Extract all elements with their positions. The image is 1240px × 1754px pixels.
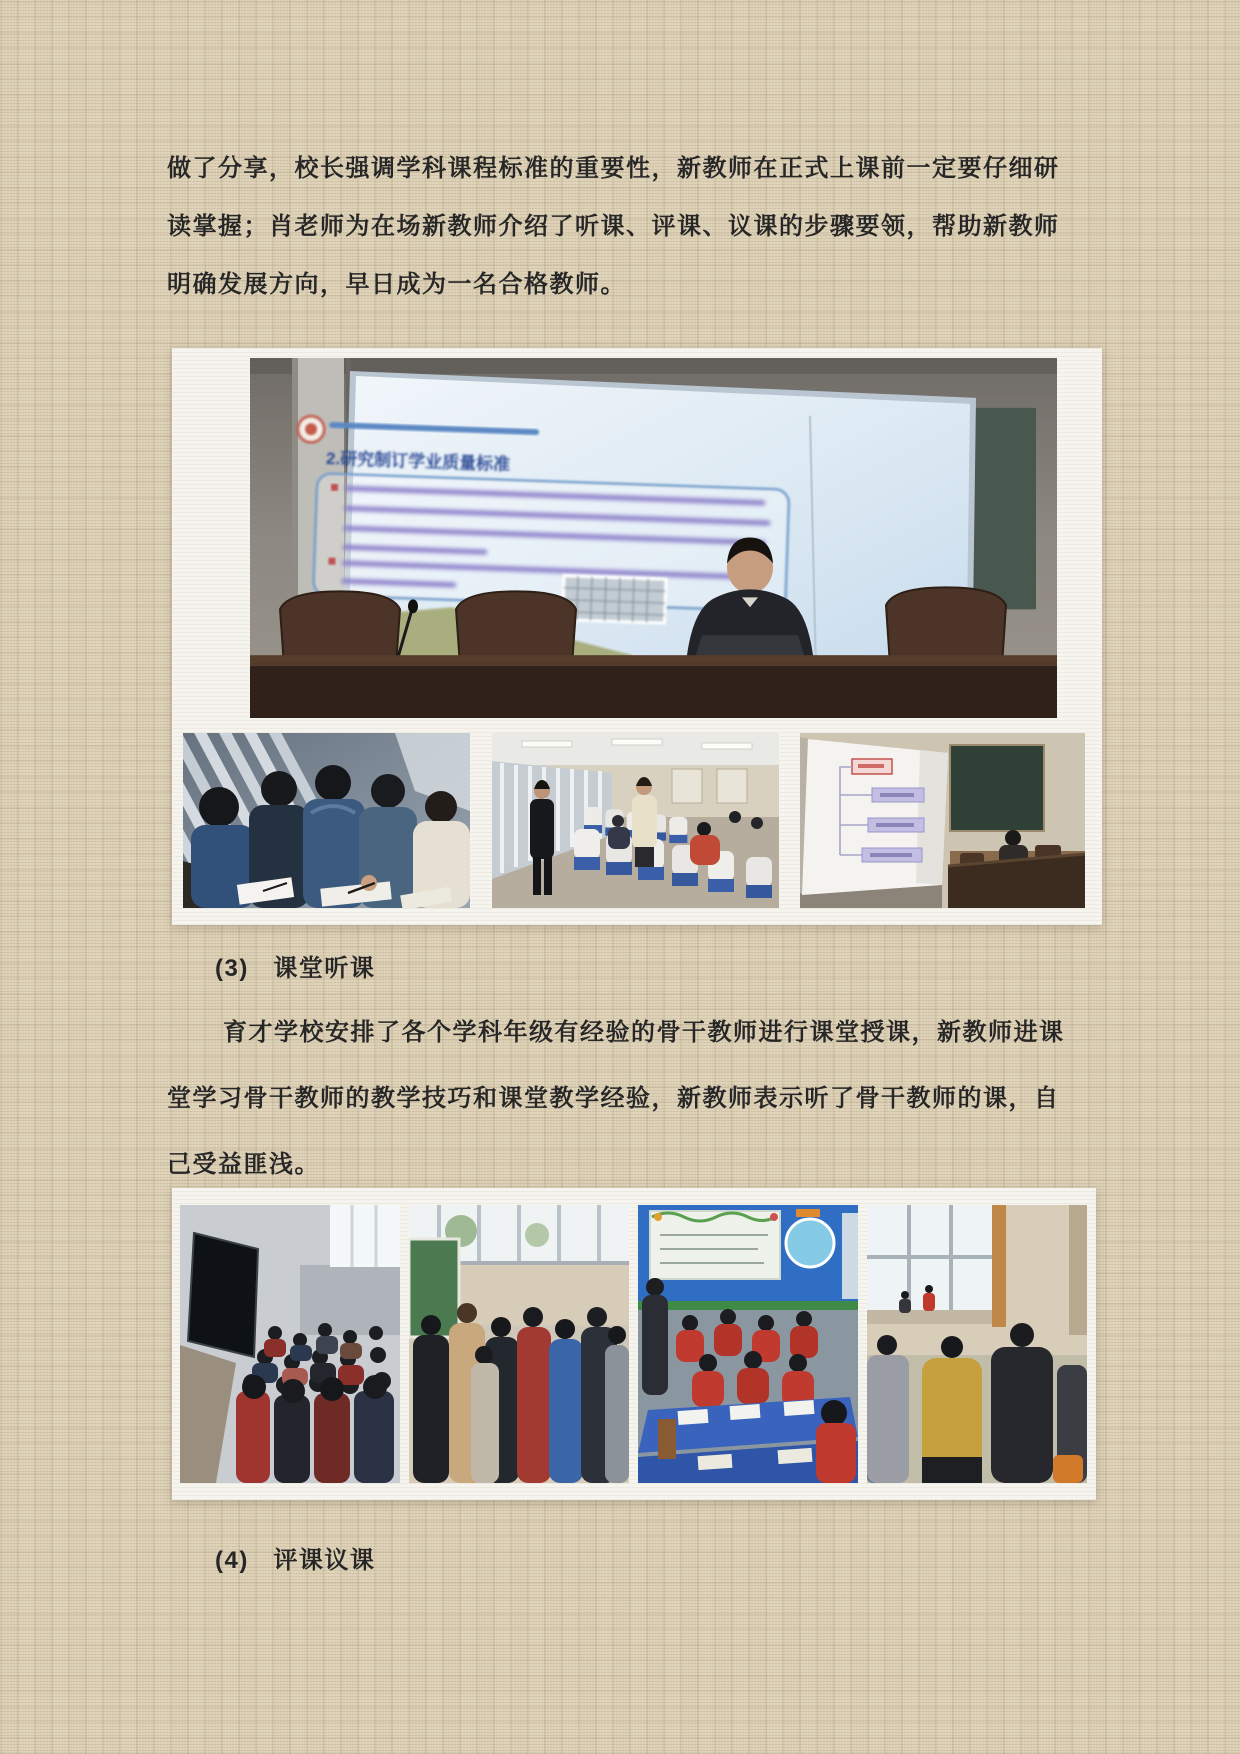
photo-discussion-art xyxy=(492,733,779,908)
orange-bag xyxy=(1053,1455,1083,1483)
photo-teachers-taking-notes xyxy=(183,733,470,908)
paragraph-1 xyxy=(167,148,1060,322)
photo-students-red-uniforms xyxy=(638,1205,858,1483)
paragraph-1-line-1: 做了分享，校长强调学科课程标准的重要性，新教师在正式上课前一定要仔细研 xyxy=(167,155,1060,182)
paragraph-1-line-2: 读掌握；肖老师为在场新教师介绍了听课、评课、议课的步骤要领，帮助新教师 xyxy=(167,213,1060,240)
paragraph-1-line-3: 明确发展方向，早日成为一名合格教师。 xyxy=(167,271,626,298)
photo-lecture-hall-art xyxy=(250,358,1057,718)
photo-collage-1 xyxy=(172,348,1102,925)
wall-mounted-screen xyxy=(188,1233,258,1357)
photo-projection-flowchart xyxy=(800,733,1085,908)
photo-collage-2 xyxy=(172,1188,1096,1500)
orange-pillar xyxy=(992,1205,1006,1327)
photo-lecture-hall xyxy=(250,358,1057,718)
photo-bp2-art xyxy=(409,1205,629,1483)
round-poster xyxy=(786,1219,834,1267)
section-heading-4: (4) 评课议课 xyxy=(215,1547,376,1574)
section-heading-3: (3) 课堂听课 xyxy=(215,955,376,982)
bright-window xyxy=(330,1205,400,1267)
paragraph-2-line-2: 堂学习骨干教师的教学技巧和课堂教学经验，新教师表示听了骨干教师的课，自 xyxy=(167,1085,1060,1112)
slide-title-text: 2.研究制订学业质量标准 xyxy=(325,448,511,475)
photo-classroom-discussion xyxy=(492,733,779,908)
photo-window-observers xyxy=(867,1205,1087,1483)
decorated-board xyxy=(650,1211,780,1279)
photo-standing-observers xyxy=(409,1205,629,1483)
photo-bp4-art xyxy=(867,1205,1087,1483)
green-chalkboard xyxy=(950,745,1044,831)
photo-bp1-art xyxy=(180,1205,400,1483)
paragraph-2-line-3: 己受益匪浅。 xyxy=(167,1151,320,1178)
photo-notes-art xyxy=(183,733,470,908)
photo-bp3-art xyxy=(638,1205,858,1483)
photo-observing-class-screen xyxy=(180,1205,400,1483)
paragraph-2 xyxy=(167,1012,1065,1210)
slide-building-image xyxy=(563,576,666,623)
paragraph-2-line-1: 育才学校安排了各个学科年级有经验的骨干教师进行课堂授课，新教师进课 xyxy=(223,1019,1065,1046)
photo-flowchart-art xyxy=(800,733,1085,908)
